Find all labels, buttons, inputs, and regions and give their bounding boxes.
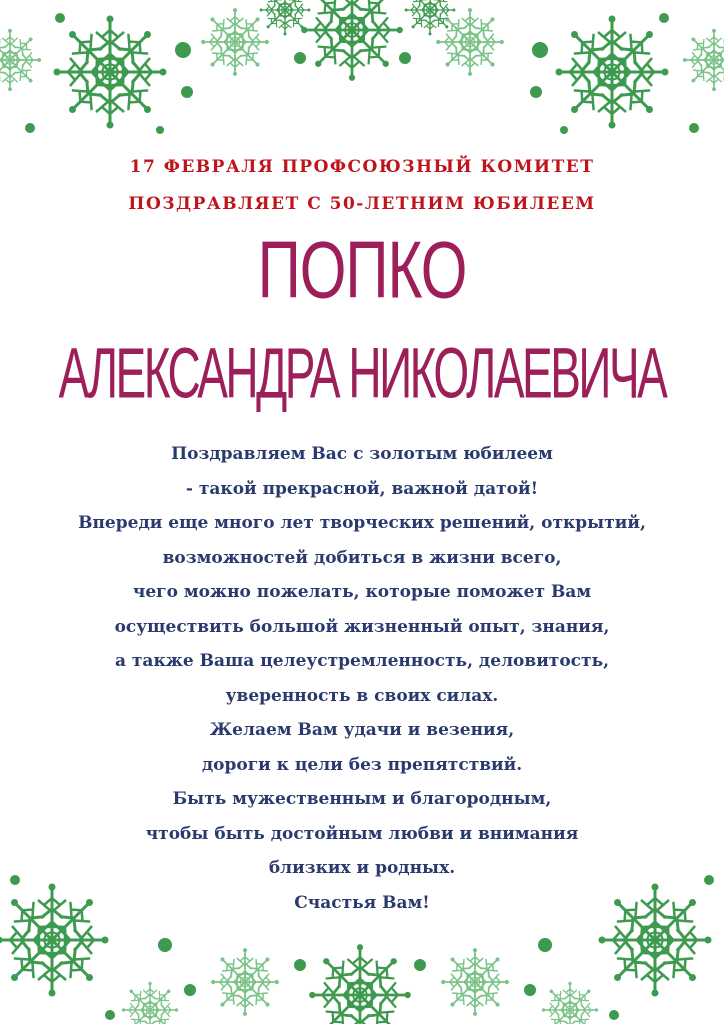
greeting-line: Желаем Вам удачи и везения, bbox=[209, 720, 515, 740]
greeting-line: возможностей добиться в жизни всего, bbox=[162, 547, 562, 568]
snowflakes-top bbox=[0, 0, 724, 128]
honoree-given-name: АЛЕКСАНДРА НИКОЛАЕВИЧА bbox=[58, 332, 666, 413]
snowflake-icon bbox=[436, 8, 503, 75]
snowflake-icon bbox=[302, 0, 403, 80]
greeting-text bbox=[0, 440, 724, 923]
greeting-line: уверенность в своих силах. bbox=[225, 685, 499, 706]
greeting-line: Быть мужественным и благородным, bbox=[172, 789, 552, 809]
snowflake-icon bbox=[54, 16, 166, 128]
snowflake-icon bbox=[542, 982, 598, 1024]
snowflake-icon bbox=[405, 0, 455, 35]
greeting-line: Счастья Вам! bbox=[294, 892, 430, 913]
greeting-line: чтобы быть достойным любви и внимания bbox=[145, 823, 579, 844]
snowflake-icon bbox=[556, 16, 668, 128]
greeting-line: чего можно пожелать, которые поможет Вам bbox=[132, 582, 592, 602]
snowflake-icon bbox=[441, 948, 508, 1015]
snowflake-icon bbox=[260, 0, 310, 35]
greeting-line: а также Ваша целеустремленность, деловитость, bbox=[114, 651, 610, 671]
snowflake-icon bbox=[0, 29, 41, 91]
greeting-line: осуществить большой жизненный опыт, знания, bbox=[114, 616, 610, 637]
snowflake-icon bbox=[201, 8, 268, 75]
snowflake-icon bbox=[683, 29, 724, 91]
decor-dots-top bbox=[25, 13, 699, 134]
greeting-line: близких и родных. bbox=[268, 858, 456, 878]
snowflake-icon bbox=[211, 948, 278, 1015]
greeting-line: Впереди еще много лет творческих решений, открытий, bbox=[78, 513, 646, 533]
header-date-line: 17 ФЕВРАЛЯ ПРОФСОЮЗНЫЙ КОМИТЕТ bbox=[129, 157, 595, 177]
greeting-line: - такой прекрасной, важной датой! bbox=[185, 478, 539, 499]
greeting-line: дороги к цели без препятствий. bbox=[201, 754, 523, 775]
greeting-line: Поздравляем Вас с золотым юбилеем bbox=[171, 444, 553, 464]
header-congrats-line: ПОЗДРАВЛЯЕТ С 50-ЛЕТНИМ ЮБИЛЕЕМ bbox=[128, 194, 596, 214]
snowflake-icon bbox=[310, 945, 411, 1024]
snowflake-icon bbox=[122, 982, 178, 1024]
honoree-surname: ПОПКО bbox=[257, 224, 467, 316]
